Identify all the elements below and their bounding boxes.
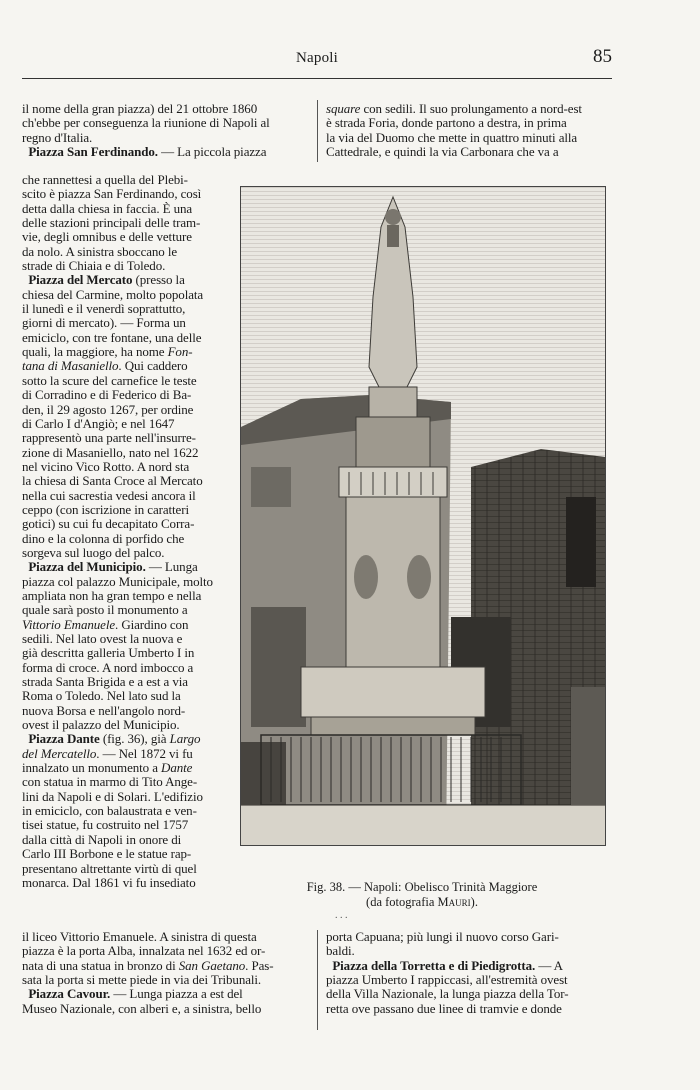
text-line: il liceo Vittorio Emanuele. A sinistra di questa [22, 930, 257, 944]
text-line: di Corradino e di Federico di Ba- [22, 388, 192, 403]
text-line: porta Capuana; più lungi il nuovo corso Gari- [326, 930, 559, 944]
text-line: piazza è la porta Alba, innalzata nel 1632 ed or- [22, 944, 266, 959]
text-line: dino e la colonna di porfido che [22, 531, 185, 546]
text-fragment: (fig. 36), già [99, 732, 170, 747]
right-column-top [326, 102, 612, 159]
text-line: ch'ebbe per conseguenza la riunione di Napoli al [22, 116, 270, 131]
text-line: in emiciclo, con balaustrata e ven- [22, 804, 197, 819]
text-line: tisei statue, fu costruito nel 1757 [22, 818, 189, 833]
text-fragment: . Pas- [245, 958, 274, 973]
left-column-bottom [22, 930, 308, 1016]
text-line: della Villa Nazionale, la lunga piazza della Tor- [326, 987, 569, 1002]
text-line: Roma o Toledo. Nel lato sud la [22, 689, 181, 704]
text-line: quale sarà posto il monumento a [22, 603, 188, 618]
text-line: il lunedì e il venerdì soprattutto, [22, 302, 186, 317]
text-fragment: (da fotografia [366, 895, 438, 909]
text-line: detta dalla chiesa in faccia. È una [22, 201, 193, 216]
obelisk-illustration [241, 187, 605, 845]
running-title: Napoli [295, 50, 339, 66]
obelisk-relief [356, 417, 430, 467]
text-line: giorni di mercato). — Forma un [22, 316, 186, 331]
text-line: forma di croce. A nord imbocco a [22, 660, 194, 675]
text-fragment: . Qui caddero [118, 359, 188, 374]
column-divider [317, 100, 318, 162]
text-fragment-italic: Dante [161, 761, 193, 776]
text-line: sorgeva sul luogo del palco. [22, 545, 165, 560]
text-line [22, 273, 232, 287]
text-line: ceppo (con iscrizione in caratteri [22, 502, 189, 517]
text-line: emiciclo, con tre fontane, una delle [22, 330, 202, 345]
text-fragment: con sedili. Il suo prolungamento a nord-est [360, 102, 582, 116]
text-line: con statua in marmo di Tito Ange- [22, 775, 198, 790]
caption-line: Fig. 38. — Napoli: Obelisco Trinità Maggiore [306, 880, 538, 894]
text-line: sotto la scure del carnefice le teste [22, 373, 197, 388]
text-line: Museo Nazionale, con alberi e, a sinistra, bello [22, 1001, 262, 1016]
text-line: da nolo. A sinistra sboccano le [22, 244, 178, 259]
text-line: scito è piazza San Ferdinando, così [22, 187, 202, 202]
text-line [326, 959, 612, 973]
text-line: sata la porta si mette piede in via dei Tribunali. [22, 973, 262, 988]
text-fragment: . Giardino con [115, 617, 189, 632]
text-fragment: — A [535, 958, 563, 973]
text-line: ampliata non ha gran tempo e nella [22, 588, 202, 603]
text-line: è strada Foria, donde partono a destra, in prima [326, 116, 567, 131]
text-line [22, 345, 232, 359]
text-line: strade di Chiaia e di Toledo. [22, 259, 166, 274]
text-fragment-italic: del Mercatello [22, 746, 97, 761]
text-line: piazza col palazzo Municipale, molto [22, 574, 213, 589]
text-line: strada Santa Brigida e a est a via [22, 675, 188, 690]
text-fragment-italic: square [326, 102, 361, 116]
text-line [22, 618, 232, 632]
text-fragment: — Lunga [145, 560, 198, 575]
text-fragment: nata di una statua in bronzo di [22, 958, 179, 973]
text-line [22, 747, 232, 761]
text-fragment-italic: Largo [169, 732, 201, 747]
statue-body [387, 225, 399, 247]
text-line: zione di Masaniello, nato nel 1622 [22, 445, 199, 460]
column-divider [317, 930, 318, 1030]
text-line: nuova Borsa e nell'angolo nord- [22, 703, 186, 718]
right-column-bottom [326, 930, 612, 1016]
text-line: regno d'Italia. [22, 130, 93, 145]
text-line: dalla città di Napoli in onore di [22, 832, 182, 847]
stray-print-mark: . . . [335, 910, 348, 921]
section-heading-dante: Piazza Dante [28, 732, 100, 747]
statue-top [385, 209, 401, 225]
left-column-top [22, 102, 308, 159]
obelisk-plinth [311, 717, 475, 735]
text-line: il nome della gran piazza) del 21 ottobre 1860 [22, 102, 258, 116]
text-line: piazza Umberto I rappiccasi, all'estremità ovest [326, 973, 568, 988]
text-fragment-italic: Fon- [167, 345, 193, 360]
section-heading-municipio: Piazza del Municipio. [28, 560, 146, 575]
text-line: gotici) su cui fu decapitato Corra- [22, 517, 195, 532]
pedestal-medallion-right [407, 555, 431, 599]
text-line [22, 959, 308, 973]
text-fragment-italic: San Gaetano [178, 958, 246, 973]
pedestal-medallion-left [354, 555, 378, 599]
caption-photographer: Mauri [437, 895, 471, 909]
obelisk-base [301, 667, 485, 717]
text-line: chiesa del Carmine, molto popolata [22, 287, 204, 302]
section-heading-torretta: Piazza della Torretta e di Piedigrotta. [332, 958, 536, 973]
text-line: den, il 29 agosto 1267, per ordine [22, 402, 194, 417]
text-fragment-italic: tana di Masaniello [22, 359, 119, 374]
text-line: baldi. [326, 944, 355, 959]
running-header [22, 44, 612, 72]
text-line [22, 761, 232, 775]
section-heading-san-ferdinando: Piazza San Ferdinando. [28, 145, 158, 160]
text-line: la via del Duomo che mette in quattro minuti alla [326, 130, 578, 145]
text-line: la chiesa di Santa Croce al Mercato [22, 474, 203, 489]
text-fragment: (presso la [132, 273, 185, 288]
obelisk-balustrade [339, 467, 447, 497]
street-curb [241, 803, 605, 807]
header-rule [22, 78, 612, 79]
street-ground [241, 805, 605, 845]
text-line: rappresentò una parte nell'insurre- [22, 431, 196, 446]
text-line: Cattedrale, e quindi la via Carbonara che va a [326, 145, 559, 160]
text-line [326, 102, 612, 116]
caption-line [240, 895, 604, 910]
section-heading-mercato: Piazza del Mercato [28, 273, 133, 288]
text-line: lini da Napoli e di Solari. L'edifizio [22, 789, 203, 804]
text-line: retta ove passano due linee di tramvie e donde [326, 1001, 562, 1016]
text-fragment: innalzato un monumento a [22, 761, 162, 776]
left-window [251, 467, 291, 507]
text-line: Carlo III Borbone e le statue rap- [22, 847, 192, 862]
text-line: di Carlo I d'Angiò; e nel 1647 [22, 416, 175, 431]
text-line: nel vicino Vico Rotto. A nord sta [22, 459, 190, 474]
text-line [22, 732, 232, 746]
section-heading-cavour: Piazza Cavour. [28, 987, 111, 1002]
text-line: già descritta galleria Umberto I in [22, 646, 195, 661]
text-line [22, 987, 308, 1001]
text-fragment: ). [470, 895, 478, 909]
text-line: delle stazioni principali delle tram- [22, 216, 201, 231]
text-line [22, 145, 308, 159]
church-window [566, 497, 596, 587]
page-number: 85 [593, 46, 612, 67]
text-line [22, 359, 232, 373]
text-line: che rannettesi a quella del Plebi- [22, 173, 188, 187]
text-fragment-italic: Vittorio Emanuele [22, 617, 116, 632]
text-line [22, 560, 232, 574]
figure-obelisk-engraving [240, 186, 606, 846]
text-line: presentano altrettante virtù di quel [22, 861, 197, 876]
text-line: vie, degli omnibus e delle vetture [22, 230, 192, 245]
text-fragment: . — Nel 1872 vi fu [96, 746, 193, 761]
left-column-narrow [22, 173, 232, 890]
left-arch [251, 607, 306, 727]
text-line: sedili. Nel lato ovest la nuova e [22, 632, 183, 646]
text-fragment: quali, la maggiore, ha nome [22, 345, 168, 360]
figure-caption [240, 880, 604, 910]
text-line: ovest il palazzo del Municipio. [22, 718, 180, 733]
text-fragment: — Lunga piazza a est del [110, 987, 243, 1002]
text-line: monarca. Dal 1861 vi fu insediato [22, 875, 196, 890]
text-fragment: — La piccola piazza [157, 145, 267, 160]
text-line: nella cui sacrestia vedesi ancora il [22, 488, 196, 503]
